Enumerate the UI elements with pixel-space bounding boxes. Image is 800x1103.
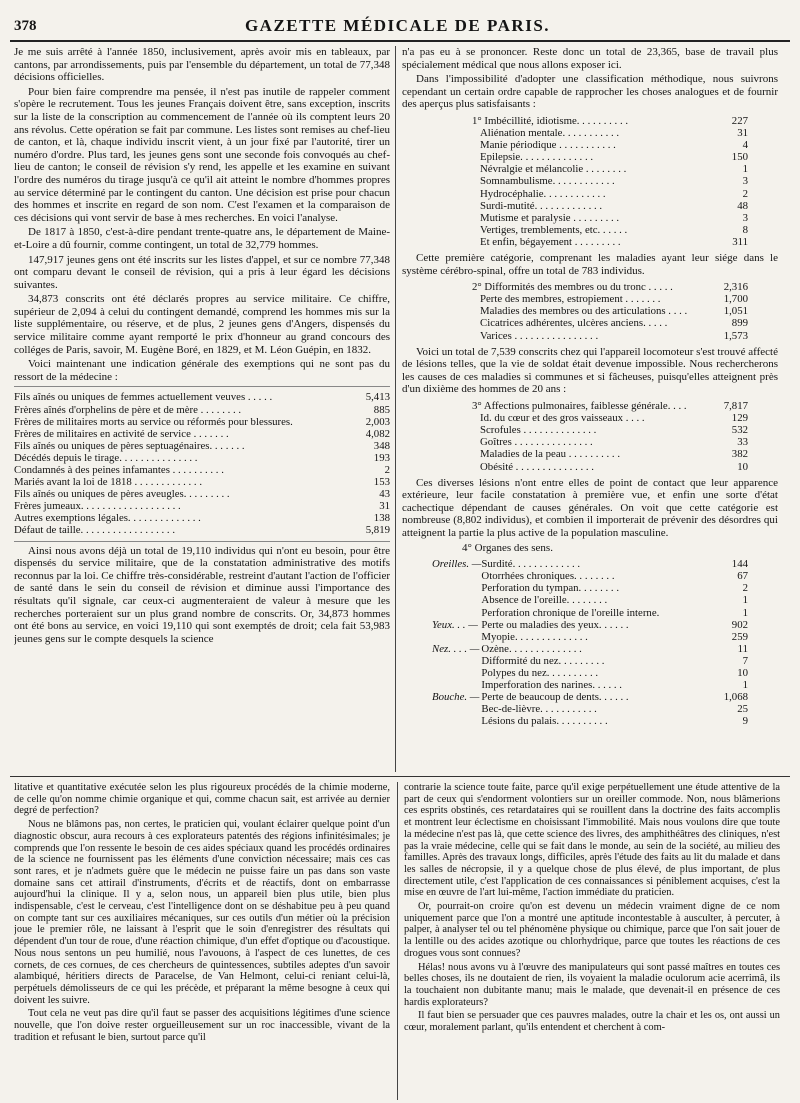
paragraph: contrarie la science toute faite, parce qu'il exige perpétuellement une étude attentive de la part de ceux qui s'endorment volontiers sur un oreiller commode. Non, nous blâmerions ces esprits obstinés, ces retardataires qui se rouillent dans la doctrine des faits accomplis et montrent leur éclectisme en choisissant l'immobilité. Mais nous voulons dire que toute la médecine n'est pas là, que cette science des livres, des amphithéâtres des cliniques, n'est pas la vraie médecine, celle qui se fait dans le monde, au sein de la société, au milieu des familles. Après des travaux longs, difficiles, après l'étude des faits au lit du malade et dans les salles de nécropsie, il y a quelque chose de plus élevé, de plus important, de plus directement utile, c'est l'application de ces connaissances si péniblement acquises, c'est la mise en œuvre de l'art lui-même, l'action immédiate du praticien. bbox=[404, 782, 780, 899]
category-2-list bbox=[402, 281, 778, 341]
table-row: Difformité du nez. . . . . . . . . 7 bbox=[481, 654, 748, 667]
column-divider bbox=[395, 46, 396, 772]
table-row: Oreilles. — Surdité. . . . . . . . . . . . . 144 bbox=[432, 558, 748, 571]
table-row: Cicatrices adhérentes, ulcères anciens. . . . . 899 bbox=[480, 317, 748, 330]
column-divider bbox=[397, 782, 398, 1100]
table-row: Obésité . . . . . . . . . . . . . . . 10 bbox=[480, 460, 748, 473]
table-row: 3° Affections pulmonaires, faiblesse générale. . . . 7,817 bbox=[472, 400, 748, 413]
right-column bbox=[402, 46, 778, 770]
table-row: Manie périodique . . . . . . . . . . . 4 bbox=[480, 139, 748, 152]
table-row: Décédés depuis le tirage. . . . . . . . . . . . . . . 193 bbox=[14, 451, 390, 464]
table-row: Scrofules . . . . . . . . . . . . . . 532 bbox=[480, 424, 748, 437]
page-header bbox=[10, 14, 785, 40]
paragraph: Dans l'impossibilité d'adopter une classification méthodique, nous suivrons cependant un certain ordre capable de rapprocher les choses analogues et de fournir des aperçus plus satisfaisants : bbox=[402, 73, 778, 111]
table-row: Fils aînés ou uniques de pères aveugles. . . . . . . . . 43 bbox=[14, 488, 390, 501]
category-4-list bbox=[402, 558, 778, 727]
table-row: Nez. . . . — Ozène. . . . . . . . . . . . . . 11 bbox=[432, 642, 748, 655]
table-row: Maladies de la peau . . . . . . . . . . 382 bbox=[480, 448, 748, 461]
table-row: Mutisme et paralysie . . . . . . . . . 3 bbox=[480, 211, 748, 224]
table-row: Fils aînés ou uniques de femmes actuellement veuves . . . . . 5,413 bbox=[14, 391, 390, 404]
table-rule bbox=[14, 541, 390, 542]
table-row: Maladies des membres ou des articulations . . . . 1,051 bbox=[480, 305, 748, 318]
table-row: Lésions du palais. . . . . . . . . . 9 bbox=[481, 715, 748, 728]
table-row: Hydrocéphalie. . . . . . . . . . . . 2 bbox=[480, 187, 748, 200]
table-row: Névralgie et mélancolie . . . . . . . . 1 bbox=[480, 163, 748, 176]
table-row: Polypes du nez. . . . . . . . . . 10 bbox=[481, 667, 748, 679]
table-row: 1° Imbécillité, idiotisme. . . . . . . . . . 227 bbox=[472, 114, 748, 127]
journal-title: GAZETTE MÉDICALE DE PARIS. bbox=[244, 16, 551, 35]
table-row: 2° Difformités des membres ou du tronc . . . . . 2,316 bbox=[472, 281, 748, 294]
paragraph: Nous ne blâmons pas, non certes, le praticien qui, voulant éclairer quelque point d'un diagnostic obscur, aura recours à ces explorateurs patentés des régions infinitésimales; je comprends que l'on ressente le besoin de ces aides spéciaux quand les procédés ordinaires de la science ne fournissent pas les éléments d'une conviction nécessaire; mais ces cas sont rares, et je n'admets guère que le médecin ne puisse faire un pas dans son vaste domaine sans cet attirail d'instruments, d'écrits et de réactifs, dont on embarrasse aujourd'hui la clinique. Il y a, selon nous, un appareil bien plus utile, bien plus indispensable, c'est le cerveau, c'est l'intelligence dont on se déshabitue peu à peu quand on compte tant sur ces auxiliaires mécaniques, sur ces outils d'un métier où la précision joue le premier rôle, ne laissant à l'esprit que le soin d'enregistrer des résultats qui dépendent d'un tour de roue, d'une réaction chimique, d'un effet d'optique ou d'acoustique. Nous nous sentons un peu humilié, nous l'avouons, à l'aspect de ces lunettes, de ces cornets, de ces cornues, de ces chercheurs de quintessences, subtiles adeptes d'un savoir alambiqué, héritiers directs de Paracelse, de Van Helmont, celui-ci reniant celui-là, perpétuels démolisseurs de ce qui les précède, et préparant la même besogne à ceux qui doivent les suivre. bbox=[14, 819, 390, 1006]
paragraph: Pour bien faire comprendre ma pensée, il n'est pas inutile de rappeler comment s'opère le recrutement. Tous les jeunes Français doivent être, sans exception, inscrits sur la liste de la conscription au commencement de l'année où ils comptent leurs 20 ans révolus. Cette opération se fait par commune. Les listes sont remises au chef-lieu de canton, et là, chaque individu inscrit vient, à un jour fixé par l'autorité, tirer un numéro d'ordre. Plus tard, les jeunes gens sont une seconde fois convoqués au chef-lieu de canton; le conseil de révision s'y rend, les appelle et les examine en suivant l'ordre des numéros du tirage jusqu'à ce qu'il ait atteint le nombre d'hommes propres au service déterminé par le contingent du canton. Une décision est prise pour chacun des hommes et inscrite en regard de son nom. C'est l'examen et la comparaison de ces décisions qui vont servir de base à mes recherches. En voici l'analyse. bbox=[14, 85, 390, 224]
table-rule bbox=[14, 386, 390, 387]
table-row: Frères jumeaux. . . . . . . . . . . . . . . . . . . 31 bbox=[14, 500, 390, 513]
left-column bbox=[14, 46, 390, 770]
table-row: Frères de militaires morts au service ou réformés pour blessures. 2,003 bbox=[14, 415, 390, 428]
category-3-list bbox=[402, 400, 778, 473]
category-4-table bbox=[432, 558, 748, 727]
table-row: Surdi-mutité. . . . . . . . . . . . . 48 bbox=[480, 199, 748, 212]
paragraph: Ces diverses lésions n'ont entre elles de point de contact que leur apparence extérieure, leur facile constatation à première vue, et enfin une sorte d'état cachectique dépendant de causes générales. On voit que cette catégorie est nombreuse (8,802 individus), et combien il importerait de prévenir des désordres qui atteignent la partie la plus active de la population masculine. bbox=[402, 476, 778, 539]
category-2-table bbox=[472, 281, 748, 341]
paragraph: Or, pourrait-on croire qu'on est devenu un médecin vraiment digne de ce nom uniquement parce que l'on a montré une aptitude incontestable à ausculter, à percuter, à palper, à analyser tel ou tel phénomène physique ou chimique, parce que l'on sait jouer de la lentille ou des acides azotique ou chlorhydrique, parce que toutes les réactions de ces drogues vous sont connues? bbox=[404, 901, 780, 959]
paragraph: 147,917 jeunes gens ont été inscrits sur les listes d'appel, et sur ce nombre 77,348 ont comparu devant le conseil de révision, qui a pris à leur égard les décisions suivantes. bbox=[14, 253, 390, 291]
section-rule bbox=[10, 776, 790, 777]
table-row: Frères aînés d'orphelins de père et de mère . . . . . . . . 885 bbox=[14, 403, 390, 416]
paragraph: Voici maintenant une indication générale des exemptions qui ne sont pas du ressort de la médecine : bbox=[14, 358, 390, 383]
table-row: Somnambulisme. . . . . . . . . . . . 3 bbox=[480, 175, 748, 188]
table-row: Goîtres . . . . . . . . . . . . . . . 33 bbox=[480, 436, 748, 449]
table-row: Perforation du tympan. . . . . . . . 2 bbox=[481, 582, 748, 595]
paragraph: Cette première catégorie, comprenant les maladies ayant leur siége dans le système cérébro-spinal, offre un total de 783 individus. bbox=[402, 252, 778, 277]
paragraph: De 1817 à 1850, c'est-à-dire pendant trente-quatre ans, le département de Maine-et-Loire a dû fournir, comme contingent, un total de 32,779 hommes. bbox=[14, 226, 390, 251]
table-row: Perte des membres, estropiement . . . . . . . 1,700 bbox=[480, 293, 748, 306]
table-row: Id. du cœur et des gros vaisseaux . . . . 129 bbox=[480, 412, 748, 425]
table-row: Frères de militaires en activité de service . . . . . . . 4,082 bbox=[14, 427, 390, 440]
paragraph: Il faut bien se persuader que ces pauvres malades, outre la chair et les os, ont aussi un cœur, moralement parlant, qu'ils entendent et cherchent à com- bbox=[404, 1010, 780, 1034]
table-row: Myopie. . . . . . . . . . . . . . 259 bbox=[481, 630, 748, 643]
bottom-right-column bbox=[404, 782, 780, 1100]
category-1-table bbox=[472, 115, 748, 248]
table-row: Imperforation des narines. . . . . . 1 bbox=[481, 679, 748, 692]
paragraph: Ainsi nous avons déjà un total de 19,110 individus qui n'ont eu besoin, pour être dispensés du service militaire, que de la constatation administrative des motifs reconnus par la loi. Ce chiffre très-considérable, restreint d'autant l'action de l'officier de santé dans le sein du conseil de révision et diminue aussi l'importance des résultats qu'il signale, car ceux-ci augmenteraient de valeur à mesure que les recherches porteraient sur un plus grand nombre de conscrits. Or, 34,873 hommes ont été bons au service, en voici 19,110 qui sont exemptés de droit; cela fait 53,983 jeunes gens sur le compte desquels la science bbox=[14, 544, 390, 645]
table-row: Fils aînés ou uniques de pères septuagénaires. . . . . . . 348 bbox=[14, 439, 390, 452]
table-row: Défaut de taille. . . . . . . . . . . . . . . . . . 5,819 bbox=[14, 524, 390, 537]
paragraph: Voici un total de 7,539 conscrits chez qui l'appareil locomoteur s'est trouvé affecté de lésions telles, que la vie de soldat était devenue impossible. Nous rechercherons les causes de ces maladies si communes et si fâcheuses, puisqu'elles atteignent près d'un dixième des hommes de 20 ans : bbox=[402, 345, 778, 396]
category-1-list bbox=[402, 115, 778, 248]
category-4-title: 4° Organes des sens. bbox=[462, 541, 553, 554]
table-row: Varices . . . . . . . . . . . . . . . . 1,573 bbox=[480, 329, 748, 342]
table-row: Autres exemptions légales. . . . . . . . . . . . . . 138 bbox=[14, 512, 390, 525]
table-row: Absence de l'oreille. . . . . . . . 1 bbox=[481, 594, 748, 607]
table-row: Bouche. — Perte de beaucoup de dents. . . . . . 1,068 bbox=[432, 691, 748, 704]
paragraph: Tout cela ne veut pas dire qu'il faut se passer des acquisitions légitimes d'une science nouvelle, que l'on doive rester orgueilleusement sur un roc inaccessible, vivant de la tradition et refusant le bien, surtout parce qu'il bbox=[14, 1008, 390, 1043]
table-row: Epilepsie. . . . . . . . . . . . . . 150 bbox=[480, 151, 748, 164]
table-row: Otorrhées chroniques. . . . . . . . 67 bbox=[481, 570, 748, 583]
table-row: Yeux. . . — Perte ou maladies des yeux. . . . . . 902 bbox=[432, 618, 748, 631]
paragraph: Je me suis arrêté à l'année 1850, inclusivement, après avoir mis en tableaux, par cantons, par arrondissements, puis par l'ensemble du département, un total de 77,348 décisions officielles. bbox=[14, 46, 390, 84]
exemptions-table bbox=[14, 391, 390, 536]
paragraph: Hélas! nous avons vu à l'œuvre des manipulateurs qui sont passé maîtres en toutes ces belles choses, ils ne doutaient de rien, ils voyaient la maladie oculorum acie acerrimâ, ils la touchaient non dubitante manu; mais le malade, que devenait-il en présence de ces hardis explorateurs? bbox=[404, 961, 780, 1008]
table-row: Condamnés à des peines infamantes . . . . . . . . . . 2 bbox=[14, 464, 390, 476]
table-row: Mariés avant la loi de 1818 . . . . . . . . . . . . . 153 bbox=[14, 476, 390, 489]
bottom-left-column bbox=[14, 782, 390, 1100]
paragraph: n'a pas eu à se prononcer. Reste donc un total de 23,365, base de travail plus spécialement médical que nous allons exposer ici. bbox=[402, 46, 778, 71]
table-row: Vertiges, tremblements, etc. . . . . . 8 bbox=[480, 223, 748, 236]
category-3-table bbox=[472, 400, 748, 473]
paragraph: 34,873 conscrits ont été déclarés propres au service militaire. Ce chiffre, supérieur de 2,094 à celui du contingent demandé, comprend les hommes mis sur la liste supplémentaire, ou réserve, et de plus, 2 jeunes gens d'Angers, dispensés du service militaire comme ayant remporté le prix d'honneur au grand concours des colléges de Paris, savoir, M. Eugène Boré, en 1829, et M. Léon Guépin, en 1832. bbox=[14, 293, 390, 356]
table-row: Aliénation mentale. . . . . . . . . . . 31 bbox=[480, 127, 748, 140]
table-row: Bec-de-lièvre. . . . . . . . . . . 25 bbox=[481, 703, 748, 716]
header-rule bbox=[10, 40, 790, 42]
page-number: 378 bbox=[14, 18, 37, 34]
table-row: Perforation chronique de l'oreille interne. 1 bbox=[481, 606, 748, 619]
paragraph: litative et quantitative exécutée selon les plus rigoureux procédés de la chimie moderne, de celle qu'on nomme chimie organique et qui, comme chacun sait, est arrivée au dernier degré de perfection? bbox=[14, 782, 390, 817]
table-row: Et enfin, bégayement . . . . . . . . . 311 bbox=[480, 235, 748, 248]
